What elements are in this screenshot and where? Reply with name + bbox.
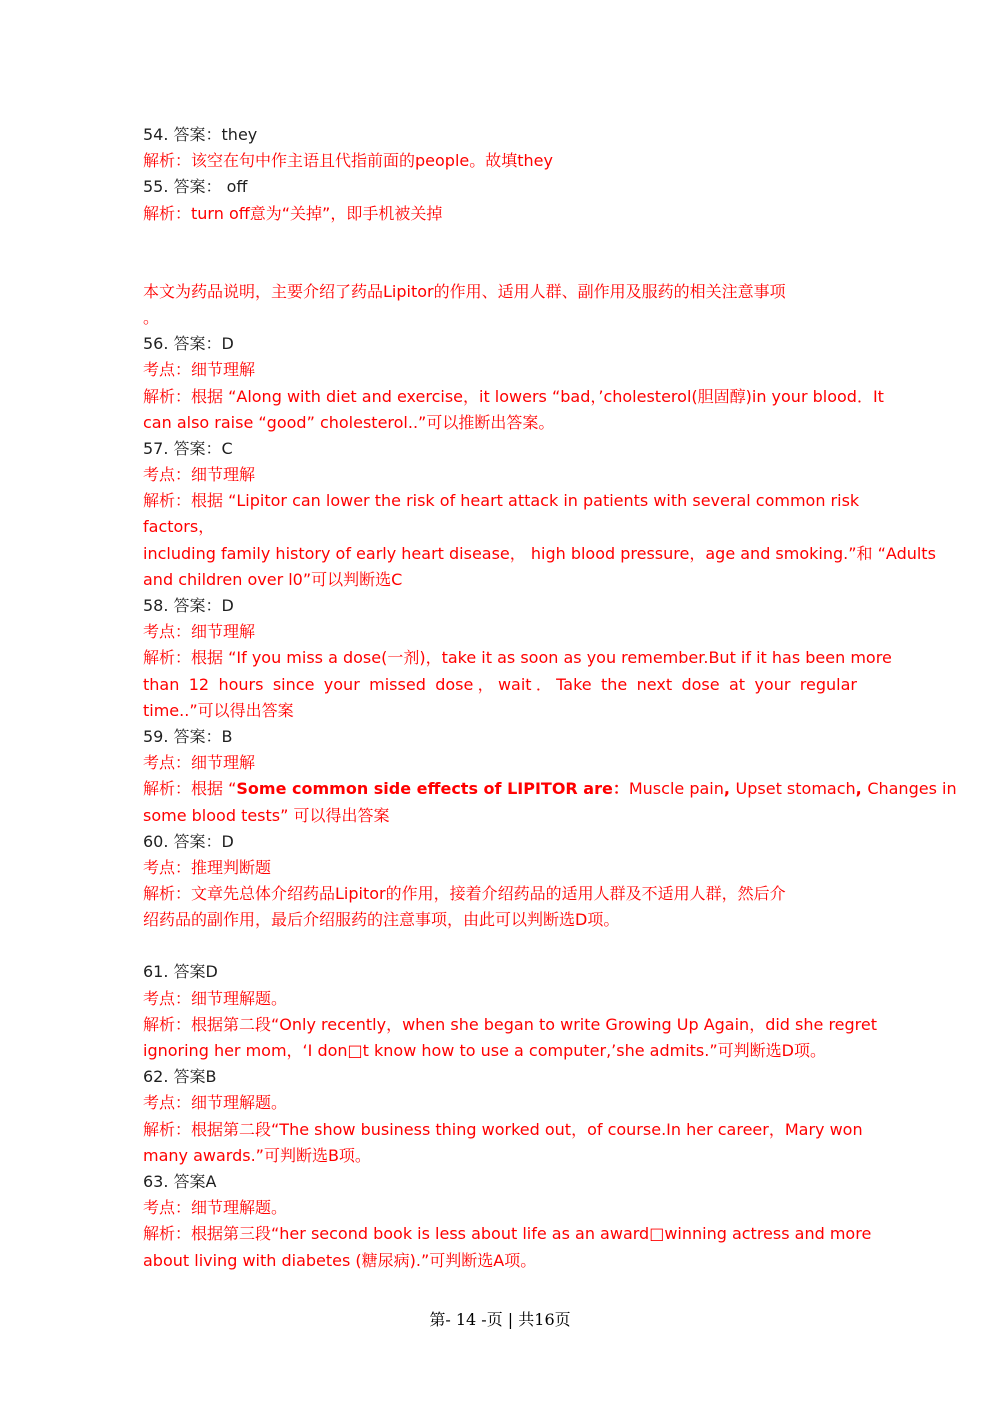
analysis-63-line2: about living with diabetes (糖尿病).”可判断选A项。	[143, 1250, 537, 1270]
answer-55: 55. 答案： off	[143, 177, 248, 197]
analysis-58-line3: time..”可以得出答案	[143, 700, 294, 720]
analysis-56-line2: can also raise “good” cholesterol..”可以推断出答案。	[143, 412, 555, 432]
analysis-59-sep1: ,	[723, 779, 736, 799]
passage-summary-end: 。	[143, 307, 160, 327]
analysis-60-line1: 解析：文章先总体介绍药品Lipitor的作用，接着介绍药品的适用人群及不适用人群，然后介	[143, 884, 786, 904]
answer-60: 60. 答案：D	[143, 831, 234, 851]
answer-63: 63. 答案A	[143, 1171, 217, 1191]
analysis-60-line2: 绍药品的副作用，最后介绍服药的注意事项，由此可以判断选D项。	[143, 910, 620, 930]
answer-54: 54. 答案：they	[143, 125, 258, 144]
analysis-56-line1: 解析：根据 “Along with diet and exercise，it lowers “bad，’cholesterol(胆固醇)in your blood．It	[143, 386, 884, 406]
analysis-62-line1: 解析：根据第二段“The show business thing worked out，of course.In her career，Mary won	[143, 1119, 863, 1139]
analysis-59-bold: Some common side effects of LIPITOR are：	[236, 779, 629, 799]
answer-explanations	[143, 122, 957, 1274]
analysis-58-line1: 解析：根据 “If you miss a dose(一剂)，take it as soon as you remember.But if it has been more	[143, 648, 892, 668]
section-gap	[143, 227, 857, 279]
analysis-59-line1	[143, 776, 957, 802]
topic-61: 考点：细节理解题。	[143, 988, 288, 1008]
analysis-61-line2: ignoring her mom，‘I don□t know how to use a computer,’she admits.”可判断选D项。	[143, 1041, 826, 1060]
answer-57: 57. 答案：C	[143, 438, 233, 458]
answer-59: 59. 答案：B	[143, 726, 233, 746]
analysis-57-line1: 解析：根据 “Lipitor can lower the risk of heart attack in patients with several common risk	[143, 491, 860, 511]
analysis-54: 解析：该空在句中作主语且代指前面的people。故填they	[143, 151, 553, 171]
topic-58: 考点：细节理解	[143, 622, 256, 642]
analysis-58-line2: than 12 hours since your missed dose，wait．Take the next dose at your regular	[143, 674, 857, 694]
answer-56: 56. 答案：D	[143, 334, 234, 354]
answer-62: 62. 答案B	[143, 1067, 217, 1087]
topic-62: 考点：细节理解题。	[143, 1093, 288, 1113]
topic-57: 考点：细节理解	[143, 465, 256, 485]
analysis-59-item2: Upset stomach	[735, 779, 856, 799]
topic-59: 考点：细节理解	[143, 753, 256, 773]
analysis-57-line4: and children over l0”可以判断选C	[143, 569, 403, 589]
analysis-62-line2: many awards.”可判断选B项。	[143, 1145, 371, 1165]
passage-summary: 本文为药品说明，主要介绍了药品Lipitor的作用、适用人群、副作用及服药的相关注意事项	[143, 281, 786, 301]
topic-60: 考点：推理判断题	[143, 857, 272, 877]
analysis-57-line2: factors，	[143, 517, 215, 537]
answer-61: 61. 答案D	[143, 962, 218, 982]
analysis-63-line1: 解析：根据第三段“her second book is less about life as an award□winning actress and more	[143, 1224, 872, 1244]
analysis-59-item3: Changes in	[867, 779, 957, 799]
answer-58: 58. 答案：D	[143, 596, 234, 615]
analysis-59-line2: some blood tests” 可以得出答案	[143, 805, 390, 825]
topic-56: 考点：细节理解	[143, 360, 256, 380]
section-gap	[143, 933, 857, 959]
topic-63: 考点：细节理解题。	[143, 1198, 288, 1218]
analysis-59-sep2: ,	[855, 779, 868, 799]
analysis-59-prefix: 解析：根据 “	[143, 779, 237, 799]
page-footer: 第- 14 -页 | 共16页	[429, 1310, 571, 1329]
analysis-59-item1: Muscle pain	[628, 779, 724, 799]
analysis-57-line3: including family history of early heart disease， high blood pressure，age and smoking.”和 “Adults	[143, 543, 936, 563]
analysis-55: 解析：turn off意为“关掉”，即手机被关掉	[143, 203, 443, 223]
analysis-61-line1: 解析：根据第二段“Only recently，when she began to write Growing Up Again，did she regret	[143, 1014, 878, 1034]
